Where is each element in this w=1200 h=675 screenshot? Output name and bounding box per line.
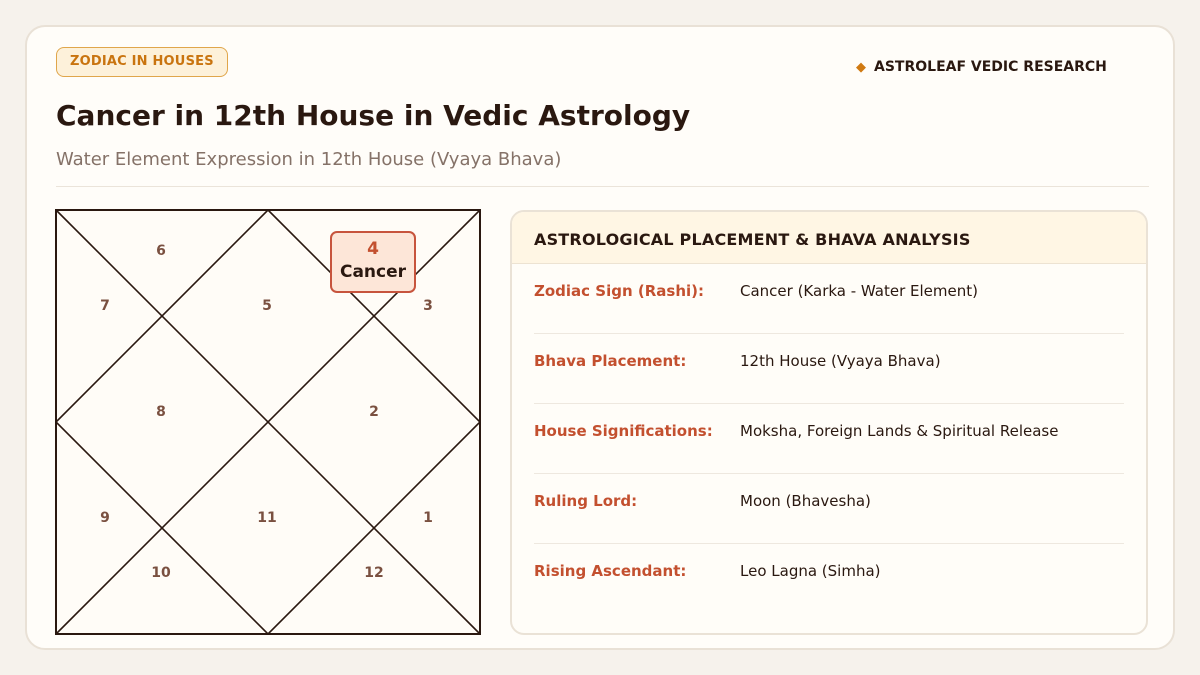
row-value: Leo Lagna (Simha) [740,562,881,580]
row-value: Cancer (Karka - Water Element) [740,282,978,300]
highlighted-house-sign: Cancer [339,262,407,282]
highlighted-house-number: 4 [367,239,379,259]
divider [56,186,1149,187]
category-tag[interactable]: ZODIAC IN HOUSES [56,47,228,77]
north-indian-chart [55,209,481,635]
row-value: Moksha, Foreign Lands & Spiritual Release [740,422,1059,440]
row-value: 12th House (Vyaya Bhava) [740,352,941,370]
house-label-11: 11 [257,510,277,526]
house-label-6: 6 [156,243,166,259]
row-label: Bhava Placement: [534,352,687,370]
page-title: Cancer in 12th House in Vedic Astrology [56,99,691,132]
house-label-9: 9 [100,510,110,526]
house-label-8: 8 [156,404,166,420]
analysis-row [534,404,1124,474]
row-label: Ruling Lord: [534,492,638,510]
row-label: House Significations: [534,422,713,440]
analysis-row [534,334,1124,404]
diamond-icon: ◆ [856,60,866,75]
house-label-5: 5 [262,298,272,314]
analysis-panel [510,210,1148,635]
page-subtitle: Water Element Expression in 12th House (Vyaya Bhava) [56,149,562,170]
house-label-10: 10 [151,565,171,581]
house-label-2: 2 [369,404,379,420]
panel-heading: ASTROLOGICAL PLACEMENT & BHAVA ANALYSIS [512,212,1146,264]
house-label-3: 3 [423,298,433,314]
house-label-1: 1 [423,510,433,526]
house-label-7: 7 [100,298,110,314]
row-label: Rising Ascendant: [534,562,687,580]
analysis-row [534,474,1124,544]
highlighted-house[interactable] [330,231,416,293]
content-card [25,25,1175,650]
analysis-rows [512,264,1146,614]
row-value: Moon (Bhavesha) [740,492,871,510]
analysis-row [534,544,1124,614]
brand [856,59,1107,75]
brand-name: ASTROLEAF VEDIC RESEARCH [874,59,1107,75]
analysis-row [534,264,1124,334]
row-label: Zodiac Sign (Rashi): [534,282,705,300]
house-label-12: 12 [364,565,384,581]
